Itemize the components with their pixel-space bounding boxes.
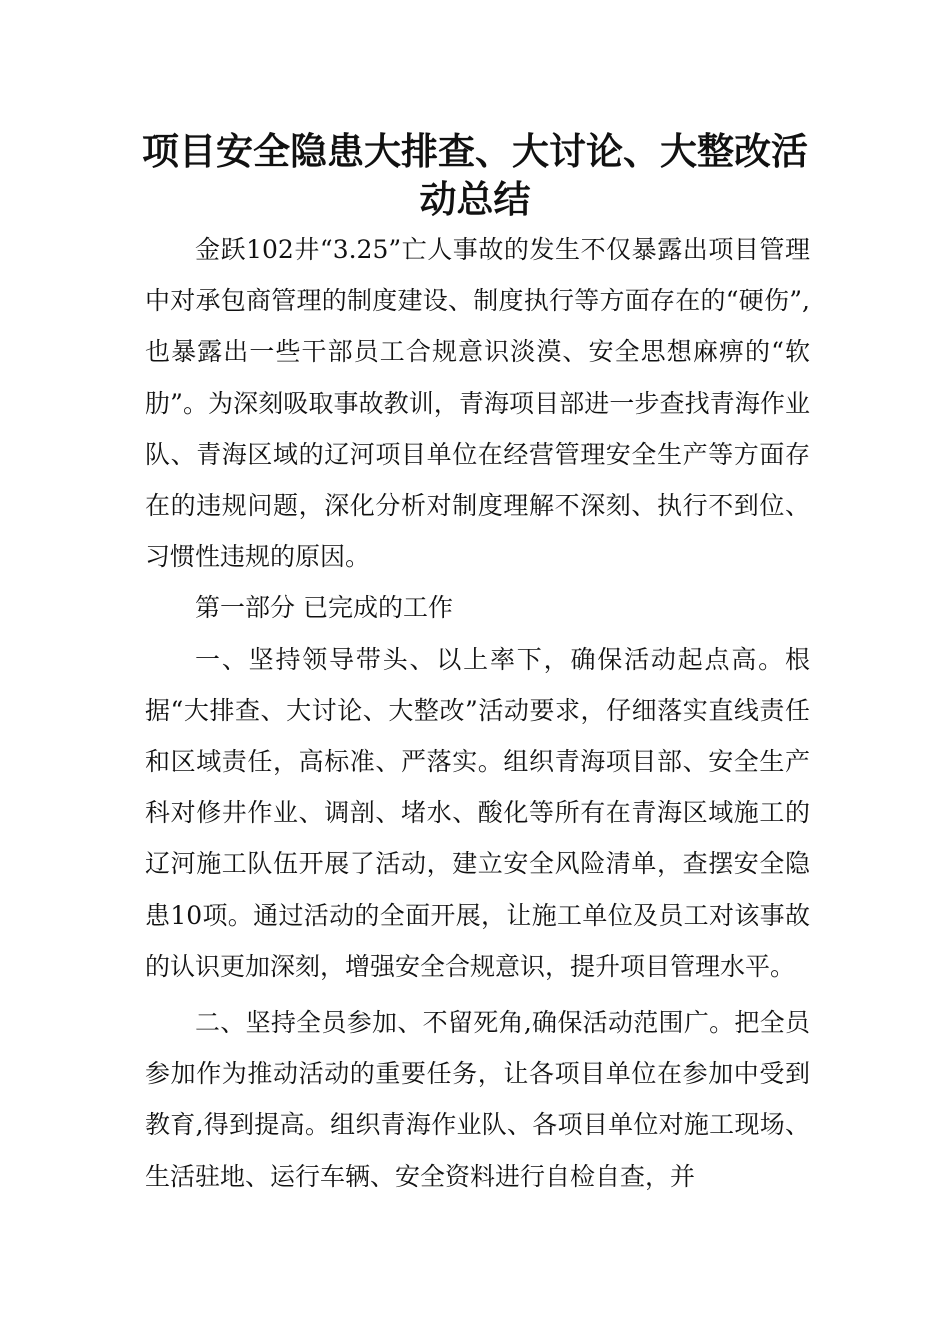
document-title-line-2: 动总结: [419, 178, 531, 221]
document-body: [145, 224, 810, 1202]
paragraph-intro: 金跃102井“3.25”亡人事故的发生不仅暴露出项目管理中对承包商管理的制度建设、制度执行等方面存在的“硬伤”,也暴露出一些干部员工合规意识淡漠、安全思想麻痹的“软肋”。为深刻吸取事故教训，青海项目部进一步查找青海作业队、青海区域的辽河项目单位在经营管理安全生产等方面存在的违规问题，深化分析对制度理解不深刻、执行不到位、习惯性违规的原因。: [145, 235, 810, 572]
section-heading: 第一部分 已完成的工作: [195, 593, 453, 623]
paragraph-item-2: 二、坚持全员参加、不留死角,确保活动范围广。把全员参加作为推动活动的重要任务，让各项目单位在参加中受到教育,得到提高。组织青海作业队、各项目单位对施工现场、生活驻地、运行车辆、安全资料进行自检自查，并: [145, 1008, 810, 1191]
document-title-line-1: 项目安全隐患大排查、大讨论、大整改活: [142, 130, 808, 173]
paragraph-item-1: 一、坚持领导带头、以上率下，确保活动起点高。根据“大排查、大讨论、大整改”活动要求，仔细落实直线责任和区域责任，高标准、严落实。组织青海项目部、安全生产科对修井作业、调剖、堵水、酸化等所有在青海区域施工的辽河施工队伍开展了活动，建立安全风险清单，查摆安全隐患10项。通过活动的全面开展，让施工单位及员工对该事故的认识更加深刻，增强安全合规意识，提升项目管理水平。: [145, 644, 810, 981]
